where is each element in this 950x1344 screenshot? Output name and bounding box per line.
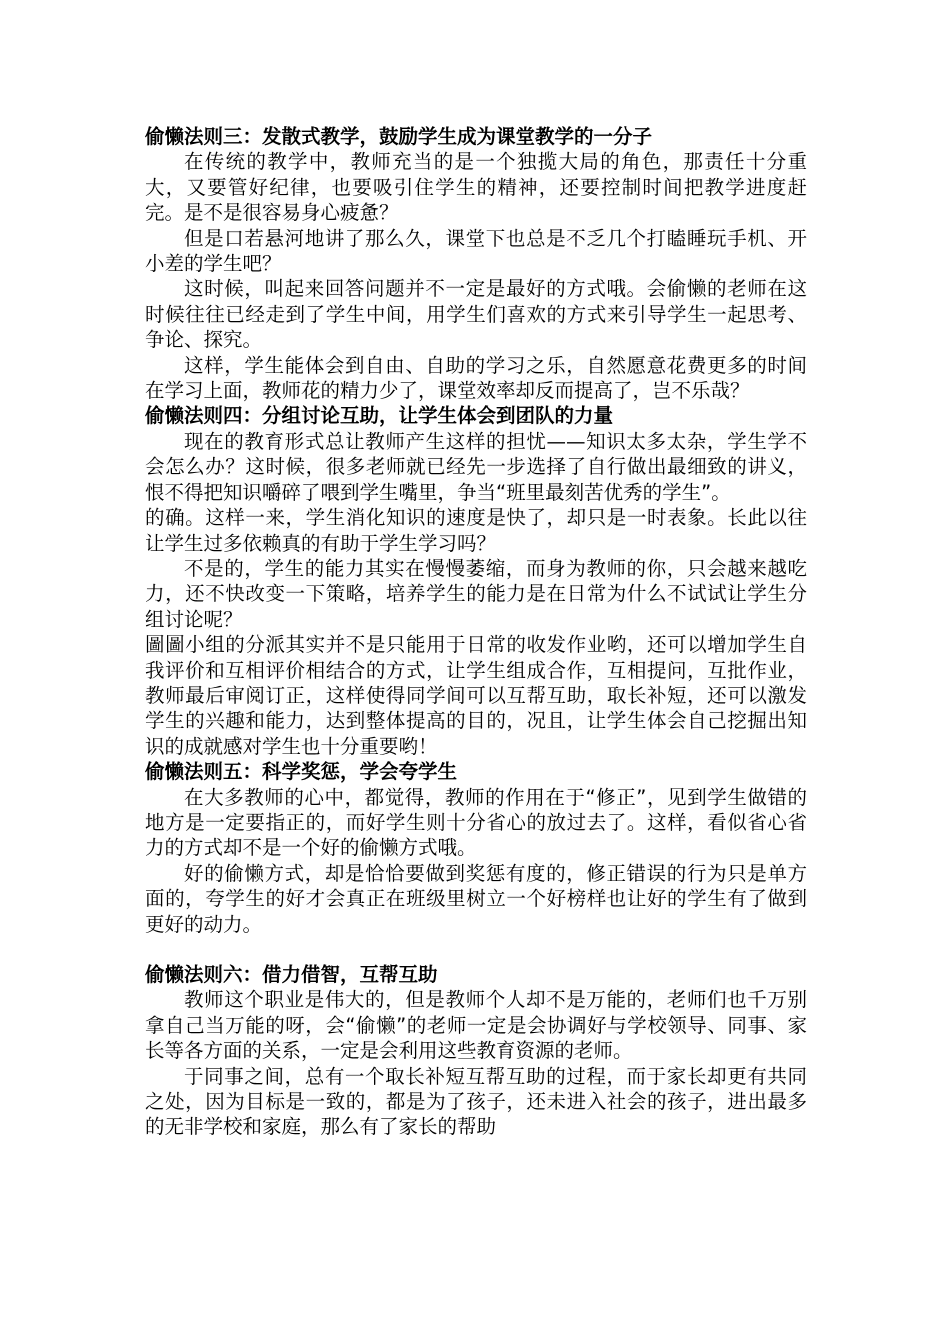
paragraph: 在传统的教学中，教师充当的是一个独揽大局的角色，那责任十分重大，又要管好纪律，也要吸引住学生的精神，还要控制时间把教学进度赶完。是不是很容易身心疲惫？	[145, 150, 807, 225]
section-heading-rule-3: 偷懒法则三：发散式教学，鼓励学生成为课堂教学的一分子	[145, 125, 653, 148]
section-heading-rule-4: 偷懒法则四：分组讨论互助，让学生体会到团队的力量	[145, 404, 614, 428]
paragraph: 这样，学生能体会到自由、自助的学习之乐，自然愿意花费更多的时间在学习上面，教师花的精力少了，课堂效率却反而提高了，岂不乐哉？	[145, 353, 807, 403]
section-heading-rule-6: 偷懒法则六：借力借智，互帮互助	[145, 963, 438, 986]
paragraph: 教师这个职业是伟大的，但是教师个人却不是万能的，老师们也千万别拿自己当万能的呀，会“偷懒”的老师一定是会协调好与学校领导、同事、家长等各方面的关系，一定是会利用这些教育资源的老师。	[145, 988, 807, 1063]
paragraph: 的确。这样一来，学生消化知识的速度是快了，却只是一时表象。长此以往让学生过多依赖真的有助于学生学习吗？	[145, 506, 807, 555]
paragraph: 但是口若悬河地讲了那么久，课堂下也总是不乏几个打瞌睡玩手机、开小差的学生吧？	[145, 226, 807, 276]
blank-line	[145, 937, 807, 962]
paragraph: 这时候，叫起来回答问题并不一定是最好的方式哦。会偷懒的老师在这时候往往已经走到了学生中间，用学生们喜欢的方式来引导学生一起思考、争论、探究。	[145, 277, 807, 352]
paragraph: 在大多教师的心中，都觉得，教师的作用在于“修正”，见到学生做错的地方是一定要指正的，而好学生则十分省心的放过去了。这样，看似省心省力的方式却不是一个好的偷懒方式哦。	[145, 785, 807, 860]
paragraph: 好的偷懒方式，却是恰恰要做到奖惩有度的，修正错误的行为只是单方面的，夸学生的好才会真正在班级里树立一个好榜样也让好的学生有了做到更好的动力。	[145, 861, 807, 936]
paragraph: 圖圖小组的分派其实并不是只能用于日常的收发作业哟，还可以增加学生自我评价和互相评价相结合的方式，让学生组成合作，互相提问，互批作业，教师最后审阅订正，这样使得同学间可以互帮互助，取长补短，还可以激发学生的兴趣和能力，达到整体提高的目的，况且，让学生体会自己挖掘出知识的成就感对学生也十分重要哟！	[145, 633, 807, 758]
document-page	[145, 124, 807, 1140]
paragraph: 不是的，学生的能力其实在慢慢萎缩，而身为教师的你，只会越来越吃力，还不快改变一下策略，培养学生的能力是在日常为什么不试试让学生分组讨论呢？	[145, 556, 807, 631]
paragraph: 现在的教育形式总让教师产生这样的担忧——知识太多太杂，学生学不会怎么办？这时候，很多老师就已经先一步选择了自行做出最细致的讲义，恨不得把知识嚼碎了喂到学生嘴里，争当“班里最刻苦优秀的学生”。	[145, 429, 807, 504]
section-heading-rule-5: 偷懒法则五：科学奖惩，学会夸学生	[145, 760, 458, 784]
paragraph: 于同事之间，总有一个取长补短互帮互助的过程，而于家长却更有共同之处，因为目标是一致的，都是为了孩子，还未进入社会的孩子，进出最多的无非学校和家庭，那么有了家长的帮助	[145, 1064, 807, 1139]
